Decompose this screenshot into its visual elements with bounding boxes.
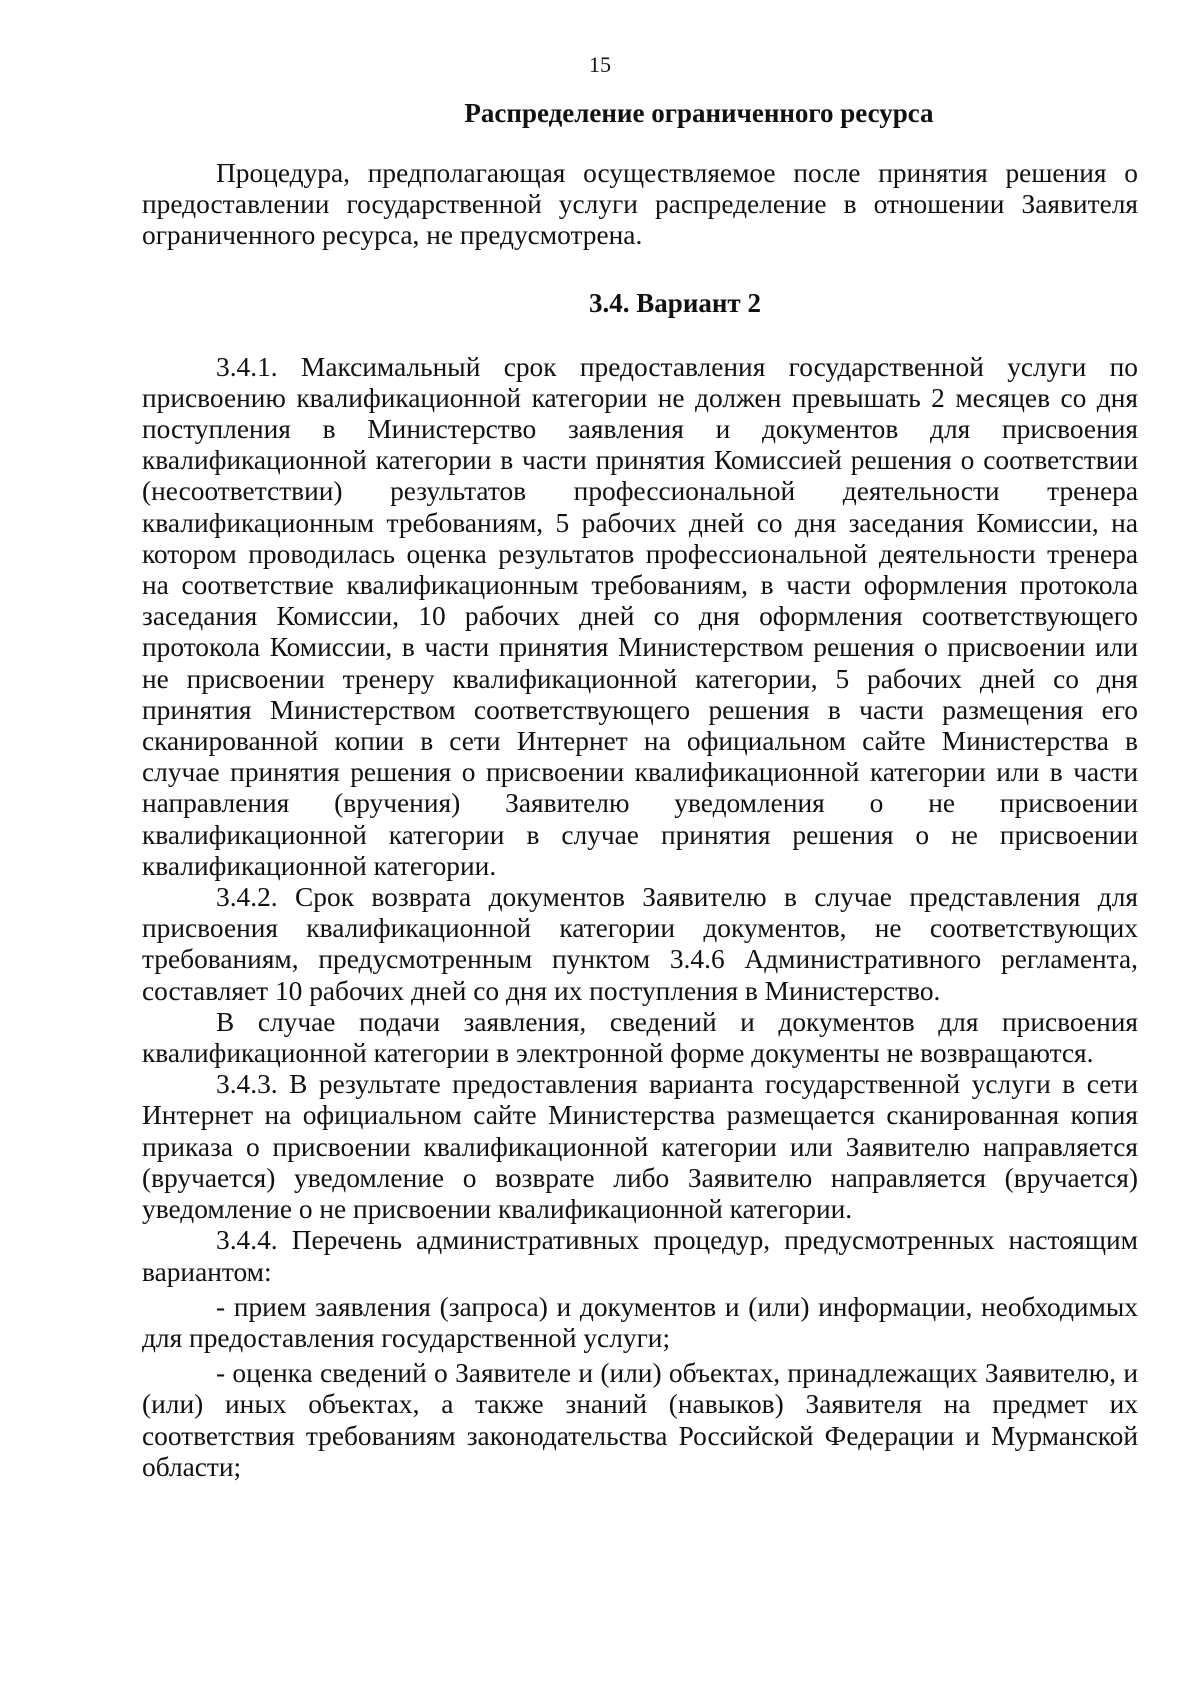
procedure-list [142,1292,1138,1483]
paragraph-limited-resource: Процедура, предполагающая осуществляемое после принятия решения о предоставлении государственной услуги распределение в отношении Заявителя ограниченного ресурса, не предусмотрена. [142,158,1138,251]
paragraph-3-4-2: 3.4.2. Срок возврата документов Заявителю в случае представления для присвоения квалификационной категории документов, не соответствующих требованиям, предусмотренным пунктом 3.4.6 Административного регламента, составляет 10 рабочих дней со дня их поступления в Министерство. [142,882,1138,1006]
list-item-procedure: - прием заявления (запроса) и документов и (или) информации, необходимых для предоставления государственной услуги; [142,1291,1138,1353]
section-title-variant-2: 3.4. Вариант 2 [589,287,761,318]
page-content [142,96,1138,1483]
page-number: 15 [589,52,611,77]
paragraph-3-4-4: 3.4.4. Перечень административных процедур, предусмотренных настоящим вариантом: [142,1225,1138,1287]
paragraph-3-4-3: 3.4.3. В результате предоставления варианта государственной услуги в сети Интернет на официальном сайте Министерства размещается сканированная копия приказа о присвоении квалификационной категории или Заявителю направляется (вручается) уведомление о возврате либо Заявителю направляется (вручается) уведомление о не присвоении квалификационной категории. [142,1069,1138,1225]
list-item-procedure: - оценка сведений о Заявителе и (или) объектах, принадлежащих Заявителю, и (или) иных объектах, а также знаний (навыков) Заявителя на предмет их соответствия требованиям законодательства Российской Федерации и Мурманской области; [142,1358,1138,1482]
paragraph-3-4-1: 3.4.1. Максимальный срок предоставления государственной услуги по присвоению квалификационной категории не должен превышать 2 месяцев со дня поступления в Министерство заявления и документов для присвоения квалификационной категории в части принятия Комиссией решения о соответствии (несоответствии) результатов профессиональной деятельности тренера квалификационным требованиям, 5 рабочих дней со дня заседания Комиссии, на котором проводилась оценка результатов профессиональной деятельности тренера на соответствие квалификационным требованиям, в части оформления протокола заседания Комиссии, 10 рабочих дней со дня оформления соответствующего протокола Комиссии, в части принятия Министерством решения о присвоении или не присвоении тренеру квалификационной категории, 5 рабочих дней со дня принятия Министерством соответствующего решения в части размещения его сканированной копии в сети Интернет на официальном сайте Министерства в случае принятия решения о присвоении квалификационной категории или в части направления (вручения) Заявителю уведомления о не присвоении квалификационной категории в случае принятия решения о не присвоении квалификационной категории. [142,351,1138,881]
paragraph-electronic-form: В случае подачи заявления, сведений и документов для присвоения квалификационной категории в электронной форме документы не возвращаются. [142,1006,1138,1069]
section-title-limited-resource: Распределение ограниченного ресурса [464,98,934,128]
